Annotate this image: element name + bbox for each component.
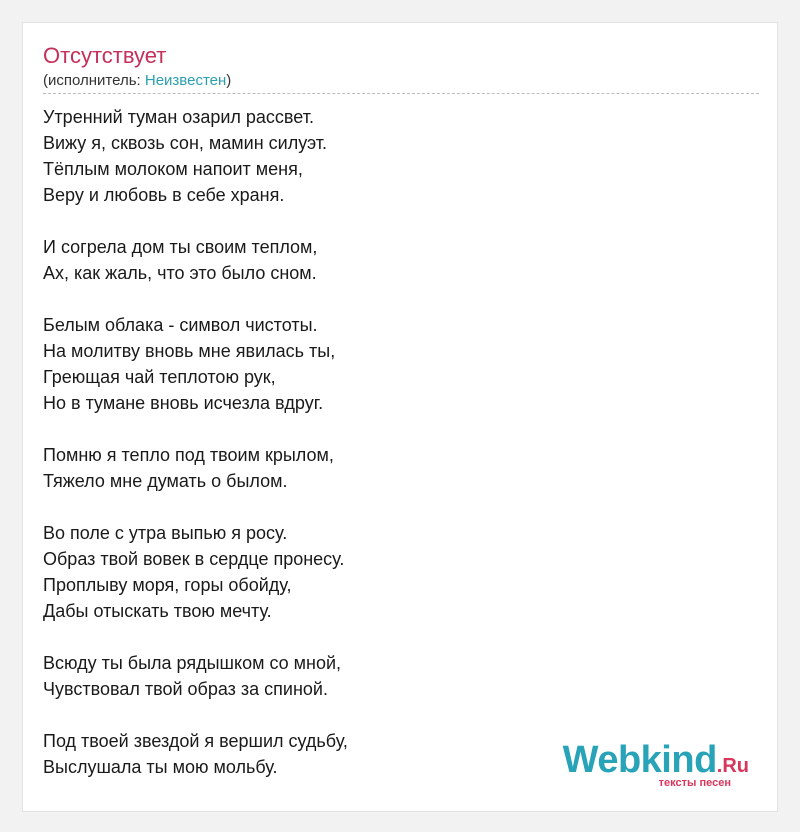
lyric-line: Греющая чай теплотою рук, — [43, 367, 276, 387]
logo-tagline: тексты песен — [658, 777, 731, 789]
lyrics-card — [22, 22, 778, 812]
lyric-line: Утренний туман озарил рассвет. — [43, 107, 314, 127]
lyric-line: Вижу я, сквозь сон, мамин силуэт. — [43, 133, 328, 153]
lyric-line: Помню я тепло под твоим крылом, — [43, 445, 334, 465]
lyric-line: Белым облака - символ чистоты. — [43, 315, 318, 335]
stanza — [43, 442, 743, 494]
lyric-line: И согрела дом ты своим теплом, — [43, 237, 318, 257]
stanza — [43, 234, 743, 286]
stanza — [43, 520, 743, 624]
lyric-line: Под твоей звездой я вершил судьбу, — [43, 731, 348, 751]
lyric-line: Дабы отыскать твою мечту. — [43, 601, 272, 621]
lyric-line: Проплыву моря, горы обойду, — [43, 575, 292, 595]
webkind-logo[interactable] — [549, 741, 749, 791]
lyric-line: На молитву вновь мне явилась ты, — [43, 341, 336, 361]
logo-wordmark — [563, 741, 749, 779]
song-title: Отсутствует — [43, 43, 167, 68]
artist-suffix: ) — [226, 72, 232, 89]
lyric-line: Но в тумане вновь исчезла вдруг. — [43, 393, 324, 413]
lyric-line: Веру и любовь в себе храня. — [43, 185, 285, 205]
stanza — [43, 312, 743, 416]
dashed-divider — [43, 93, 759, 94]
stanza — [43, 650, 743, 702]
lyric-line: Тяжело мне думать о былом. — [43, 471, 288, 491]
artist-link[interactable]: Неизвестен — [144, 72, 227, 89]
lyric-line: Образ твой вовек в сердце пронесу. — [43, 549, 345, 569]
artist-prefix: (исполнитель: — [43, 72, 145, 89]
lyric-line: Чувствовал твой образ за спиной. — [43, 679, 328, 699]
logo-main-text: Webkind — [562, 739, 717, 781]
lyric-line: Всюду ты была рядышком со мной, — [43, 653, 342, 673]
artist-line — [43, 72, 231, 89]
stanza — [43, 104, 743, 208]
lyrics-body — [43, 104, 743, 806]
lyric-line: Ах, как жаль, что это было сном. — [43, 263, 317, 283]
lyric-line: Во поле с утра выпью я росу. — [43, 523, 288, 543]
lyric-line: Выслушала ты мою мольбу. — [43, 757, 278, 777]
lyric-line: Тёплым молоком напоит меня, — [43, 159, 303, 179]
logo-domain-text: .Ru — [716, 755, 749, 777]
